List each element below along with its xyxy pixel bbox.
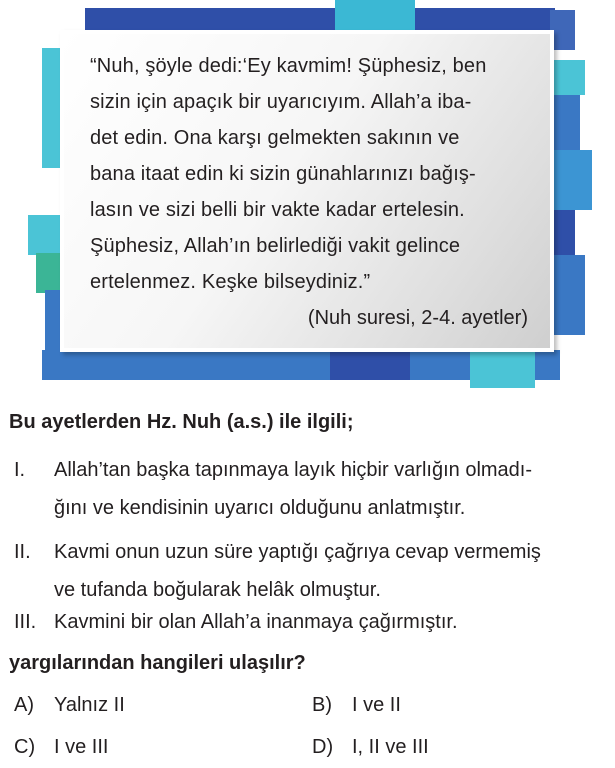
statement-number: I.	[14, 459, 26, 481]
option-text: I, II ve III	[352, 736, 429, 758]
quote-line: ertelenmez. Keşke bilseydiniz.”	[90, 271, 371, 293]
statement-line: Allah’tan başka tapınmaya layık hiçbir varlığın olmadı-	[54, 459, 533, 481]
statement-line: ğını ve kendisinin uyarıcı olduğunu anlatmıştır.	[54, 497, 466, 519]
option-a[interactable]	[14, 694, 125, 717]
option-b[interactable]	[312, 694, 401, 717]
option-label: A)	[14, 694, 34, 716]
option-d[interactable]	[312, 736, 429, 759]
frame-bottom-cyan	[470, 350, 535, 388]
statement-line: Kavmini bir olan Allah’a inanmaya çağırmıştır.	[54, 611, 458, 633]
quote-line: lasın ve sizi belli bir vakte kadar ertelesin.	[90, 199, 465, 221]
frame-right-blue-5	[550, 255, 585, 335]
option-label: D)	[312, 736, 334, 758]
frame-bottom-dark	[330, 350, 410, 380]
quote-line: “Nuh, şöyle dedi:‘Ey kavmim! Şüphesiz, ben	[90, 55, 487, 77]
question-prompt: yargılarından hangileri ulaşılır?	[9, 652, 306, 674]
option-label: B)	[312, 694, 332, 716]
quote-line: bana itaat edin ki sizin günahlarınızı bağış-	[90, 163, 476, 185]
quote-line: Şüphesiz, Allah’ın belirlediği vakit gelince	[90, 235, 461, 257]
option-text: I ve II	[352, 694, 401, 716]
option-text: I ve III	[54, 736, 109, 758]
statement-number: II.	[14, 541, 31, 563]
quote-card	[60, 30, 554, 352]
quote-source: (Nuh suresi, 2-4. ayetler)	[307, 307, 528, 329]
frame-right-blue-3	[550, 150, 592, 210]
option-text: Yalnız II	[54, 694, 125, 716]
statement-number: III.	[14, 611, 37, 633]
frame-left-cyan-2	[28, 215, 64, 255]
statement-line: ve tufanda boğularak helâk olmuştur.	[54, 579, 381, 601]
question-stem: Bu ayetlerden Hz. Nuh (a.s.) ile ilgili;	[9, 411, 354, 433]
frame-right-cyan	[550, 60, 585, 95]
quote-text	[90, 48, 530, 300]
quote-line: det edin. Ona karşı gelmekten sakının ve	[90, 127, 460, 149]
statement-line: Kavmi onun uzun süre yaptığı çağrıya cevap vermemiş	[54, 541, 541, 563]
option-label: C)	[14, 736, 36, 758]
quote-line: sizin için apaçık bir uyarıcıyım. Allah’a iba-	[90, 91, 472, 113]
option-c[interactable]	[14, 736, 108, 759]
